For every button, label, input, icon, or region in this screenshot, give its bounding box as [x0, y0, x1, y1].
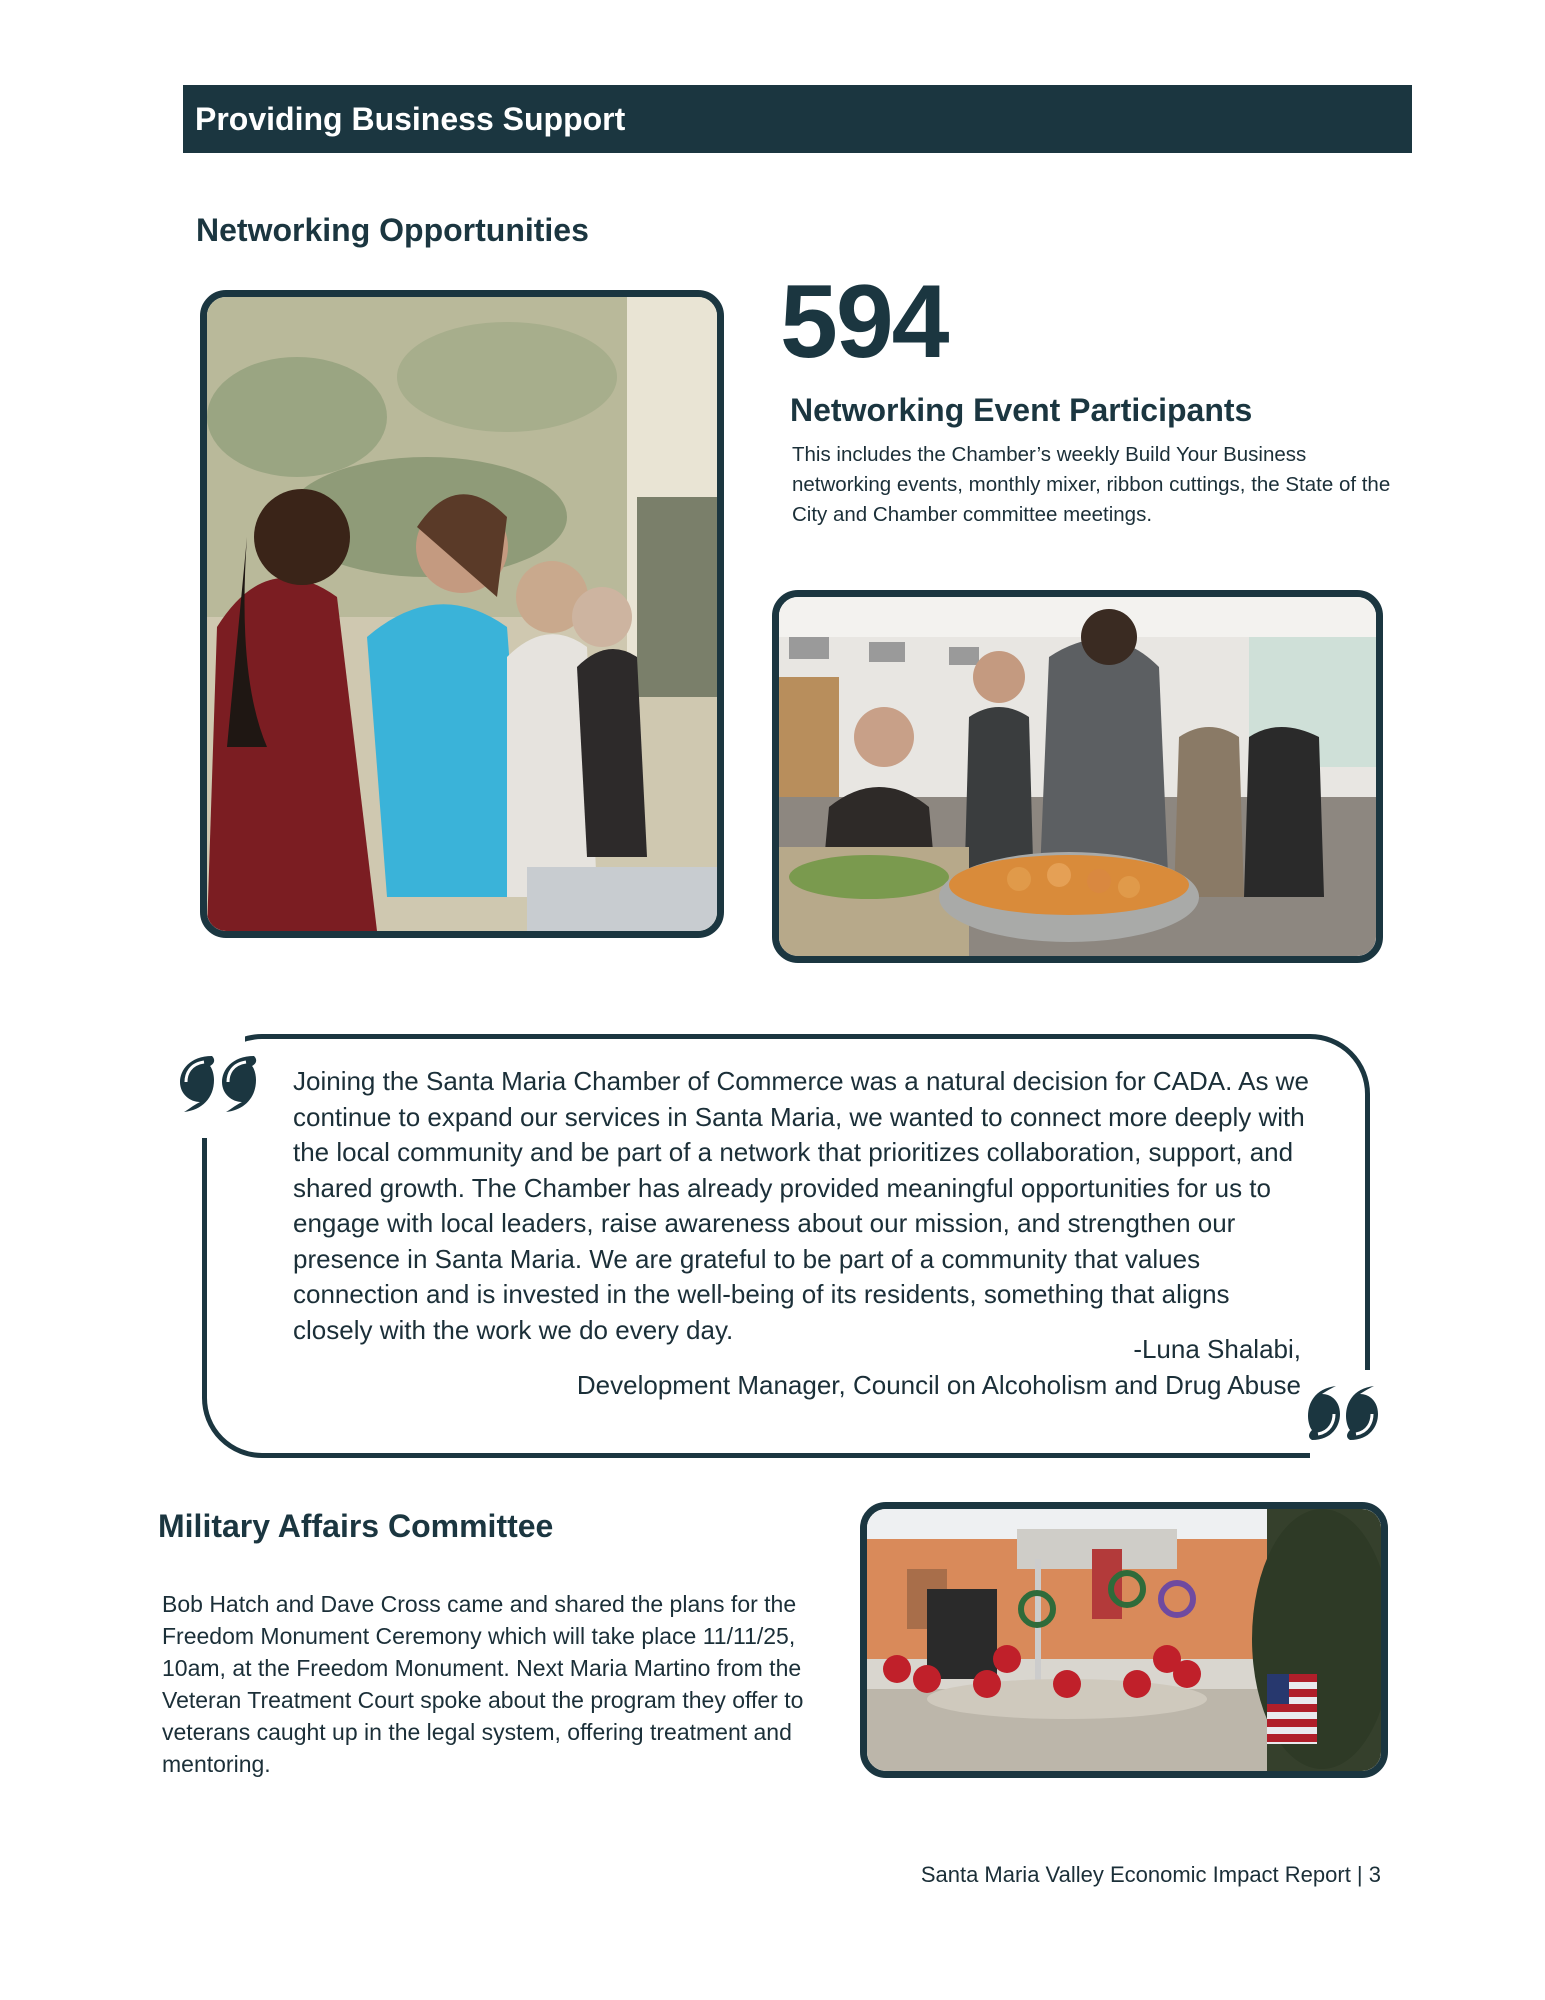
section-title: Providing Business Support [195, 100, 626, 137]
page-footer: Santa Maria Valley Economic Impact Report | 3 [920, 1862, 1381, 1887]
testimonial-text: Joining the Santa Maria Chamber of Commerce was a natural decision for CADA. As we continue to expand our services in Santa Maria, we wanted to connect more deeply with the local community and be part of a network that prioritizes collaboration, support, and shared growth. The Chamber has already provided meaningful opportunities for us to engage with local leaders, raise awareness about our mission, and strengthen our presence in Santa Maria. We are grateful to be part of a community that values connection and is invested in the well-being of its residents, something that aligns closely with the work we do every day. [293, 1066, 1309, 1345]
networking-heading: Networking Opportunities [196, 212, 589, 248]
open-quote-icon [176, 1048, 258, 1114]
participants-description: This includes the Chamber’s weekly Build Your Business networking events, monthly mixer, ribbon cuttings, the State of the City and Chamber committee meetings. [792, 443, 1391, 526]
testimonial-author-title: Development Manager, Council on Alcoholism and Drug Abuse [576, 1370, 1301, 1400]
section-banner [183, 85, 1412, 153]
military-heading: Military Affairs Committee [158, 1508, 554, 1544]
testimonial-author: -Luna Shalabi, [1133, 1334, 1301, 1364]
military-description: Bob Hatch and Dave Cross came and shared the plans for the Freedom Monument Ceremony which will take place 11/11/25, 10am, at the Freedom Monument. Next Maria Martino from the Veteran Treatment Court spoke about the program they offer to veterans caught up in the legal system, offering treatment and mentoring. [162, 1591, 804, 1777]
freedom-monument-photo [860, 1502, 1388, 1778]
networking-photo-mixer [772, 590, 1383, 963]
networking-photo-attendees [200, 290, 724, 938]
participants-count: 594 [780, 264, 948, 380]
close-quote-icon [1306, 1386, 1382, 1448]
participants-label: Networking Event Participants [790, 392, 1253, 428]
